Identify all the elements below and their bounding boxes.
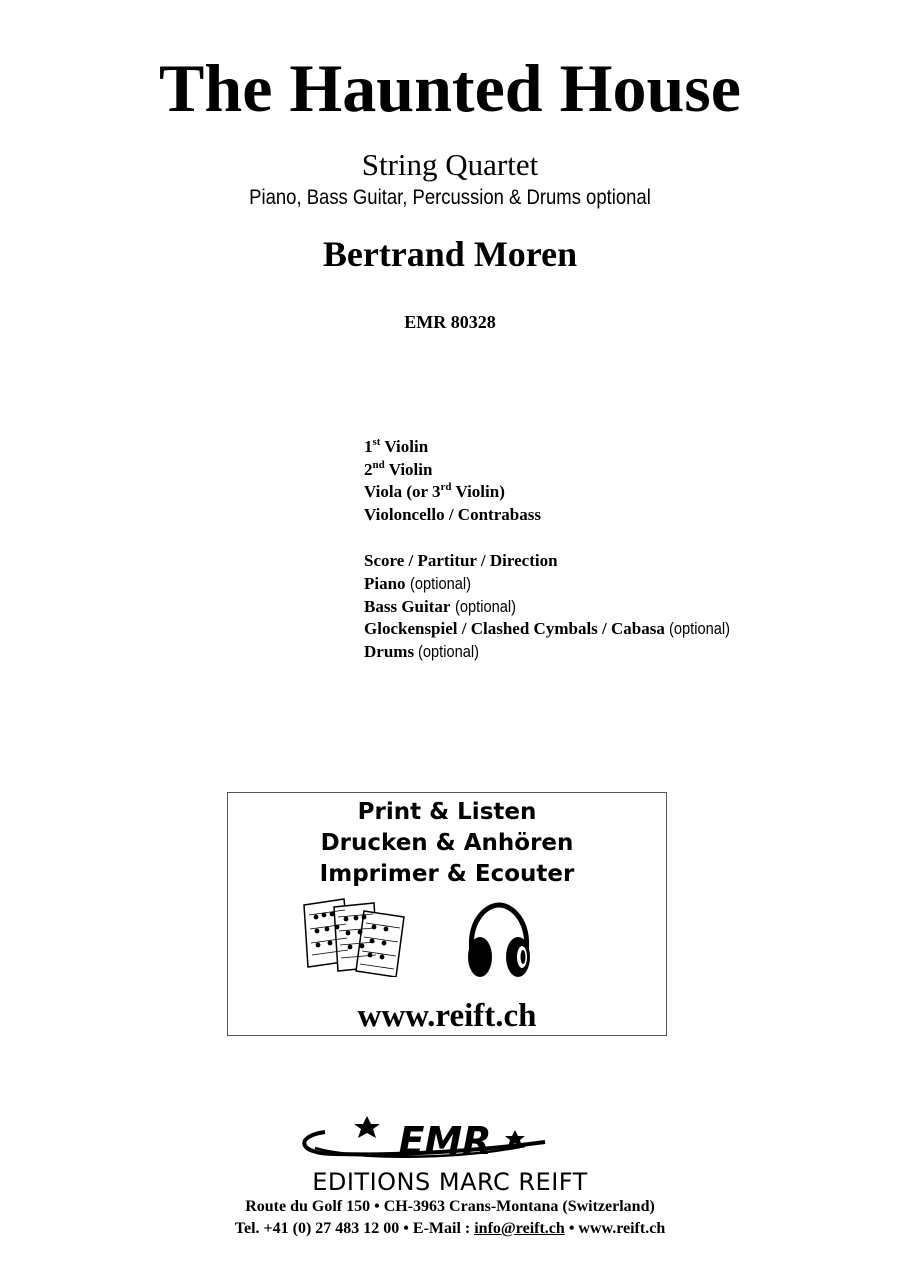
part-violin-1-num: 1 [364,437,373,456]
part-piano [364,573,884,596]
part-viola [364,481,884,504]
part-violin-1-sup: st [372,436,381,448]
contact-email-link[interactable]: info@reift.ch [474,1220,565,1237]
score-subtitle: String Quartet [361,147,539,182]
part-violin-1 [364,436,884,459]
part-percussion-note: (optional) [669,619,731,639]
part-piano-name: Piano [364,573,406,593]
promo-website[interactable]: www.reift.ch [357,998,537,1034]
part-percussion [364,618,884,641]
part-cello: Violoncello / Contrabass [364,504,541,524]
contact-line [0,1218,900,1240]
part-drums-note: (optional) [418,641,480,661]
part-bass-guitar-name: Bass Guitar [364,596,451,616]
part-viola-sup: rd [440,481,452,494]
part-violin-1-label: Violin [380,437,429,456]
part-violin-2 [364,459,884,482]
part-violin-2-sup: nd [372,458,385,471]
part-violin-2-label: Violin [384,459,433,479]
part-bass-guitar-note: (optional) [454,596,516,616]
sheet-music-icon [300,897,412,977]
part-piano-note: (optional) [409,573,471,593]
promo-line-german: Drucken & Anhören [320,830,574,856]
part-drums [364,641,884,664]
catalog-number: EMR 80328 [404,312,496,332]
publisher-address [0,1196,900,1240]
promo-line-french: Imprimer & Ecouter [319,861,575,887]
part-violin-2-num: 2 [364,459,373,479]
part-bass-guitar [364,596,884,619]
part-viola-post: Violin) [451,482,505,502]
composer-name: Bertrand Moren [322,234,578,274]
contact-web[interactable]: • www.reift.ch [564,1220,666,1237]
contact-tel: Tel. +41 (0) 27 483 12 00 • E-Mail : [234,1220,475,1237]
part-score: Score / Partitur / Direction [364,551,558,571]
part-drums-name: Drums [364,641,415,661]
instrumentation-line: Piano, Bass Guitar, Percussion & Drums optional [249,186,651,209]
part-percussion-name: Glockenspiel / Clashed Cymbals / Cabasa [364,619,665,639]
headphones-icon [464,901,534,981]
logo-editions-text: EDITIONS MARC REIFT [312,1168,588,1192]
part-viola-pre: Viola (or 3 [364,482,441,502]
emr-publisher-logo [255,1110,645,1192]
parts-list [364,436,884,663]
promo-line-english: Print & Listen [357,799,537,825]
logo-emr-text: EMR [398,1119,492,1163]
print-listen-box [227,792,667,1036]
score-title: The Haunted House [159,50,741,126]
address-line: Route du Golf 150 • CH-3963 Crans-Montana (Switzerland) [245,1198,655,1215]
